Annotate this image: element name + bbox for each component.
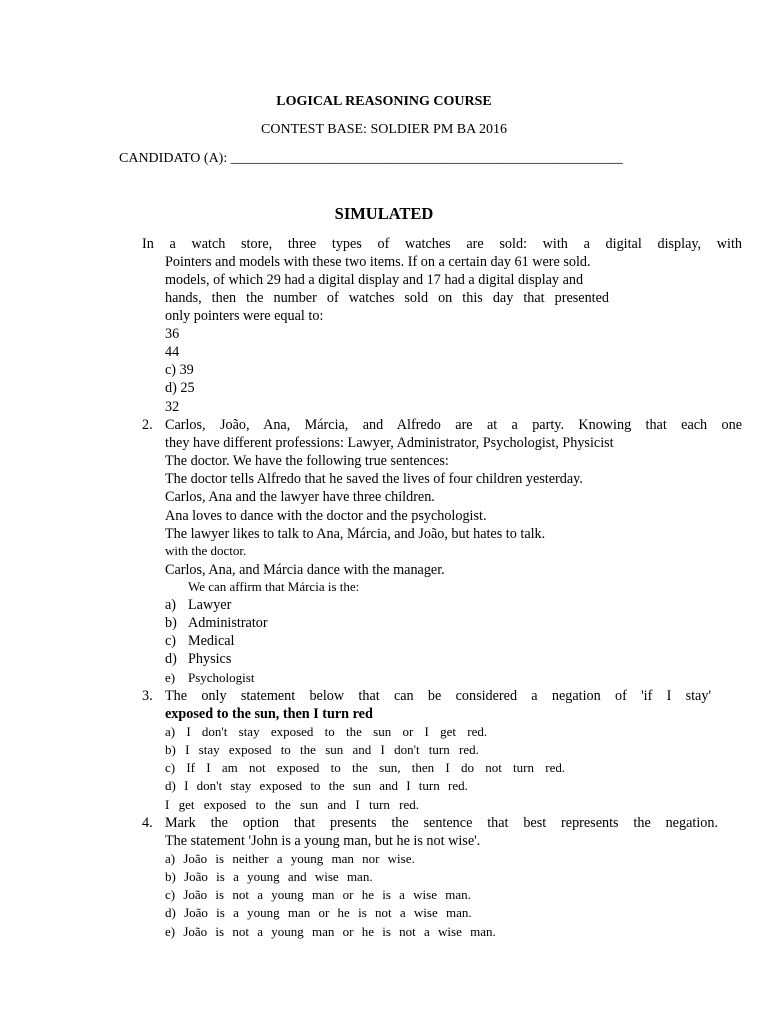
q2-line: Carlos, João, Ana, Márcia, and Alfredo are at a party. Knowing that each one [165, 417, 742, 433]
q1-line: Pointers and models with these two items. If on a certain day 61 were sold. [165, 254, 591, 270]
section-heading: SIMULATED [334, 204, 434, 223]
candidate-field: CANDIDATO (A): ________________________________________________________ [119, 151, 623, 166]
q1-line: only pointers were equal to: [165, 308, 324, 324]
q4-option: e) João is not a young man or he is not a wise man. [165, 924, 496, 939]
q3-line: The only statement below that can be considered a negation of 'if I stay' [165, 688, 711, 704]
q3-option: c) If I am not exposed to the sun, then I do not turn red. [165, 760, 566, 775]
q3-option: d) I don't stay exposed to the sun and I turn red. [165, 778, 468, 793]
q2-option-text: Psychologist [188, 670, 255, 685]
q1-line: In a watch store, three types of watches are sold: with a digital display, with [142, 236, 742, 252]
q2-option-text: Physics [188, 651, 232, 667]
q2-line: We can affirm that Márcia is the: [188, 579, 360, 594]
course-title: LOGICAL REASONING COURSE [276, 94, 492, 109]
q1-option: 44 [165, 344, 180, 360]
q2-option [165, 632, 176, 650]
q2-option [165, 650, 177, 668]
q2-option-text: Administrator [188, 615, 268, 631]
q2-line: The doctor. We have the following true sentences: [165, 453, 449, 469]
q3-number: 3. [142, 688, 153, 704]
q1-option: d) 25 [165, 380, 195, 396]
contest-subtitle: CONTEST BASE: SOLDIER PM BA 2016 [261, 122, 507, 137]
q1-option: 32 [165, 399, 180, 415]
q2-option [165, 669, 175, 687]
q2-line: The lawyer likes to talk to Ana, Márcia, and João, but hates to talk. [165, 526, 546, 542]
q3-option: b) I stay exposed to the sun and I don't turn red. [165, 742, 479, 757]
q2-option-letter: b) [165, 615, 177, 631]
q4-option: a) João is neither a young man nor wise. [165, 851, 415, 866]
q4-line: Mark the option that presents the sentence that best represents the negation. [165, 815, 718, 831]
q2-option [165, 596, 176, 614]
q3-option: a) I don't stay exposed to the sun or I get red. [165, 724, 488, 739]
q4-option: c) João is not a young man or he is a wise man. [165, 887, 471, 902]
q1-option: 36 [165, 326, 180, 342]
q3-option: I get exposed to the sun and I turn red. [165, 797, 420, 812]
q2-number: 2. [142, 417, 153, 433]
q2-option-letter: c) [165, 633, 177, 649]
q1-option: c) 39 [165, 362, 194, 378]
q2-option-letter: e) [165, 670, 176, 685]
q2-option-text: Medical [188, 633, 235, 649]
q2-option-letter: a) [165, 597, 177, 613]
q2-line: The doctor tells Alfredo that he saved the lives of four children yesterday. [165, 471, 583, 487]
q2-line: Ana loves to dance with the doctor and the psychologist. [165, 508, 487, 524]
q1-line: models, of which 29 had a digital display and 17 had a digital display and [165, 272, 584, 288]
q4-option: d) João is a young man or he is not a wise man. [165, 905, 472, 920]
q4-option: b) João is a young and wise man. [165, 869, 373, 884]
q2-line: Carlos, Ana, and Márcia dance with the manager. [165, 562, 445, 578]
q2-line: they have different professions: Lawyer, Administrator, Psychologist, Physicist [165, 435, 614, 451]
q2-option-letter: d) [165, 651, 177, 667]
q4-line: The statement 'John is a young man, but he is not wise'. [165, 833, 481, 849]
q2-option [165, 614, 177, 632]
q2-option-text: Lawyer [188, 597, 232, 613]
q4-number: 4. [142, 815, 153, 831]
q2-line: with the doctor. [165, 543, 247, 558]
q3-line: exposed to the sun, then I turn red [165, 706, 373, 722]
q2-line: Carlos, Ana and the lawyer have three children. [165, 489, 435, 505]
q1-line: hands, then the number of watches sold on this day that presented [165, 290, 609, 306]
